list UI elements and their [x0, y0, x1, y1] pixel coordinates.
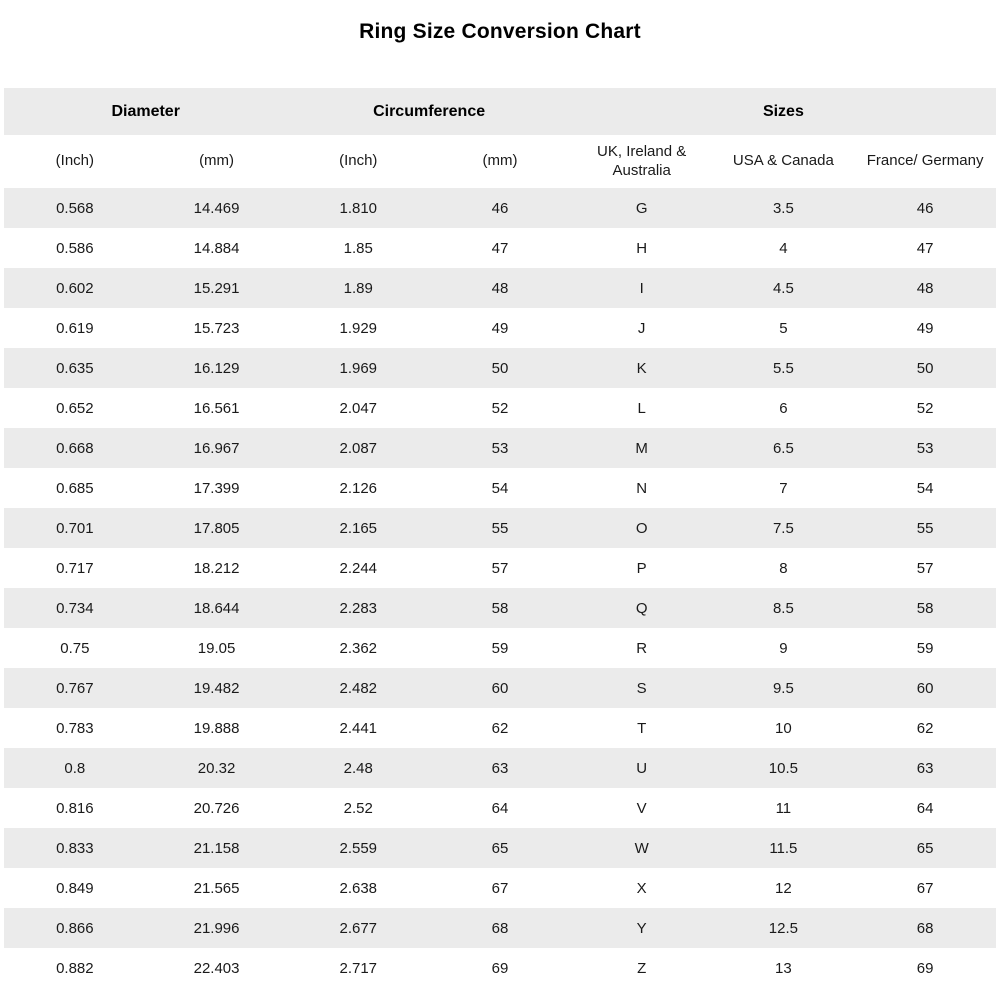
column-header-circumference-mm: (mm) — [429, 135, 571, 188]
table-cell: 11.5 — [769, 839, 798, 857]
table-cell: 55 — [491, 519, 509, 537]
table-cell: 0.685 — [56, 479, 94, 497]
column-header-france-germany: France/ Germany — [854, 135, 996, 188]
table-cell: 54 — [916, 479, 934, 497]
table-cell: 67 — [491, 879, 509, 897]
table-cell: 68 — [491, 919, 509, 937]
table-cell: 19.482 — [193, 679, 240, 697]
table-cell: 17.399 — [193, 479, 240, 497]
table-cell: 1.89 — [343, 279, 373, 297]
table-cell: 0.635 — [56, 359, 94, 377]
table-cell: 65 — [491, 839, 509, 857]
table-cell: 2.482 — [339, 679, 378, 697]
table-cell: 7 — [779, 479, 788, 497]
column-header-usa-canada: USA & Canada — [713, 135, 855, 188]
table-cell: 20.726 — [193, 799, 240, 817]
table-row — [4, 748, 996, 788]
table-row — [4, 668, 996, 708]
table-cell: 50 — [491, 359, 509, 377]
column-header-uk-ireland-australia: UK, Ireland & Australia — [571, 135, 713, 188]
table-cell: 60 — [916, 679, 934, 697]
table-cell: 49 — [491, 319, 509, 337]
table-cell: 18.212 — [193, 559, 240, 577]
table-row — [4, 268, 996, 308]
table-cell: 62 — [491, 719, 509, 737]
page-title: Ring Size Conversion Chart — [359, 20, 641, 43]
table-cell: 2.244 — [339, 559, 378, 577]
table-cell: 59 — [491, 639, 509, 657]
table-row — [4, 388, 996, 428]
table-cell: 47 — [491, 239, 509, 257]
table-cell: 10.5 — [768, 759, 798, 777]
table-row — [4, 228, 996, 268]
table-cell: 19.888 — [193, 719, 240, 737]
table-cell: X — [636, 879, 647, 897]
group-header-sizes: Sizes — [571, 88, 996, 135]
column-header-circumference-inch: (Inch) — [287, 135, 429, 188]
table-cell: 0.586 — [56, 239, 94, 257]
table-cell: 16.967 — [193, 439, 240, 457]
table-cell: 53 — [491, 439, 509, 457]
table-cell: 1.929 — [339, 319, 378, 337]
table-cell: 0.568 — [56, 199, 94, 217]
table-cell: 67 — [916, 879, 934, 897]
table-cell: 3.5 — [772, 199, 794, 217]
table-cell: 46 — [491, 199, 509, 217]
table-cell: 2.638 — [339, 879, 378, 897]
table-row — [4, 508, 996, 548]
table-cell: 53 — [916, 439, 934, 457]
table-cell: 57 — [916, 559, 934, 577]
table-column-header-row — [4, 135, 996, 188]
table-cell: I — [639, 279, 644, 297]
table-cell: G — [635, 199, 648, 217]
table-cell: O — [635, 519, 648, 537]
table-body — [4, 188, 996, 988]
table-row — [4, 788, 996, 828]
table-cell: 16.129 — [193, 359, 240, 377]
table-cell: 2.087 — [339, 439, 378, 457]
table-cell: U — [636, 759, 648, 777]
table-cell: 15.291 — [193, 279, 240, 297]
table-cell: 14.884 — [193, 239, 240, 257]
table-cell: 0.849 — [56, 879, 94, 897]
table-cell: 46 — [916, 199, 934, 217]
table-cell: 22.403 — [193, 959, 240, 977]
table-row — [4, 908, 996, 948]
table-cell: 0.833 — [56, 839, 94, 857]
table-cell: 0.783 — [56, 719, 94, 737]
table-cell: P — [636, 559, 647, 577]
table-cell: N — [636, 479, 648, 497]
table-cell: 48 — [491, 279, 509, 297]
table-cell: Y — [636, 919, 647, 937]
table-cell: 63 — [916, 759, 934, 777]
table-cell: 21.565 — [193, 879, 240, 897]
table-cell: 6 — [779, 399, 788, 417]
table-cell: 15.723 — [193, 319, 240, 337]
table-cell: 48 — [916, 279, 934, 297]
table-row — [4, 468, 996, 508]
table-row — [4, 828, 996, 868]
table-cell: 0.816 — [56, 799, 94, 817]
table-cell: H — [636, 239, 648, 257]
table-cell: 52 — [491, 399, 509, 417]
table-cell: 2.52 — [343, 799, 373, 817]
table-cell: 2.559 — [339, 839, 378, 857]
table-cell: 55 — [916, 519, 934, 537]
table-cell: 1.969 — [339, 359, 378, 377]
table-cell: 0.866 — [56, 919, 94, 937]
table-cell: 7.5 — [772, 519, 794, 537]
table-cell: 2.441 — [339, 719, 378, 737]
table-cell: 21.996 — [193, 919, 240, 937]
table-cell: Q — [635, 599, 648, 617]
table-cell: 58 — [916, 599, 934, 617]
table-cell: 10 — [775, 719, 792, 737]
table-cell: 47 — [916, 239, 934, 257]
ring-size-table — [4, 88, 996, 988]
table-cell: 6.5 — [772, 439, 794, 457]
table-row — [4, 708, 996, 748]
table-cell: 65 — [916, 839, 934, 857]
table-cell: 16.561 — [193, 399, 240, 417]
table-cell: 13 — [775, 959, 792, 977]
table-row — [4, 428, 996, 468]
table-cell: 1.810 — [339, 199, 378, 217]
table-cell: 0.882 — [56, 959, 94, 977]
table-cell: 58 — [491, 599, 509, 617]
table-cell: 9 — [779, 639, 788, 657]
table-cell: 17.805 — [193, 519, 240, 537]
group-header-diameter: Diameter — [4, 88, 287, 135]
table-row — [4, 348, 996, 388]
table-cell: 2.126 — [339, 479, 378, 497]
table-cell: 0.602 — [56, 279, 94, 297]
table-cell: T — [637, 719, 647, 737]
table-cell: S — [636, 679, 647, 697]
table-cell: 18.644 — [193, 599, 240, 617]
table-cell: 64 — [916, 799, 934, 817]
table-cell: 60 — [491, 679, 509, 697]
table-cell: 64 — [491, 799, 509, 817]
table-cell: 4.5 — [772, 279, 794, 297]
table-cell: 9.5 — [772, 679, 794, 697]
table-cell: R — [636, 639, 648, 657]
table-cell: 0.767 — [56, 679, 94, 697]
table-row — [4, 948, 996, 988]
table-cell: 68 — [916, 919, 934, 937]
table-cell: 54 — [491, 479, 509, 497]
table-row — [4, 548, 996, 588]
table-cell: 2.677 — [339, 919, 378, 937]
table-cell: K — [636, 359, 647, 377]
table-cell: V — [636, 799, 647, 817]
table-cell: 20.32 — [197, 759, 236, 777]
table-cell: 52 — [916, 399, 934, 417]
table-cell: 21.158 — [193, 839, 240, 857]
table-cell: 0.734 — [56, 599, 94, 617]
table-cell: 5 — [779, 319, 788, 337]
table-cell: 2.165 — [339, 519, 378, 537]
table-cell: 69 — [491, 959, 509, 977]
table-cell: 2.362 — [339, 639, 378, 657]
table-cell: 8 — [779, 559, 788, 577]
table-cell: W — [634, 839, 649, 857]
table-cell: 2.48 — [343, 759, 373, 777]
table-cell: Z — [637, 959, 647, 977]
table-cell: 0.8 — [64, 759, 86, 777]
table-row — [4, 588, 996, 628]
table-cell: 57 — [491, 559, 509, 577]
table-cell: 0.701 — [56, 519, 94, 537]
table-row — [4, 868, 996, 908]
table-row — [4, 628, 996, 668]
table-cell: 19.05 — [197, 639, 236, 657]
table-cell: 2.283 — [339, 599, 378, 617]
table-cell: 59 — [916, 639, 934, 657]
table-cell: 8.5 — [772, 599, 794, 617]
table-cell: 2.717 — [339, 959, 378, 977]
table-cell: J — [637, 319, 646, 337]
table-cell: 2.047 — [339, 399, 378, 417]
table-cell: 62 — [916, 719, 934, 737]
table-cell: 0.717 — [56, 559, 94, 577]
table-cell: 0.668 — [56, 439, 94, 457]
table-cell: 50 — [916, 359, 934, 377]
column-header-diameter-inch: (Inch) — [4, 135, 146, 188]
table-cell: 1.85 — [343, 239, 373, 257]
table-row — [4, 308, 996, 348]
table-cell: 0.619 — [56, 319, 94, 337]
table-cell: 12.5 — [768, 919, 798, 937]
table-cell: 12 — [775, 879, 792, 897]
group-header-circumference: Circumference — [287, 88, 570, 135]
column-header-diameter-mm: (mm) — [146, 135, 288, 188]
table-group-header-row — [4, 88, 996, 135]
table-cell: M — [635, 439, 648, 457]
table-cell: 63 — [491, 759, 509, 777]
table-cell: 0.652 — [56, 399, 94, 417]
table-cell: 11 — [775, 799, 792, 817]
table-cell: 69 — [916, 959, 934, 977]
table-cell: 49 — [916, 319, 934, 337]
table-cell: 14.469 — [193, 199, 240, 217]
table-cell: 4 — [779, 239, 788, 257]
table-row — [4, 188, 996, 228]
table-cell: L — [637, 399, 646, 417]
table-cell: 0.75 — [60, 639, 90, 657]
table-cell: 5.5 — [772, 359, 794, 377]
